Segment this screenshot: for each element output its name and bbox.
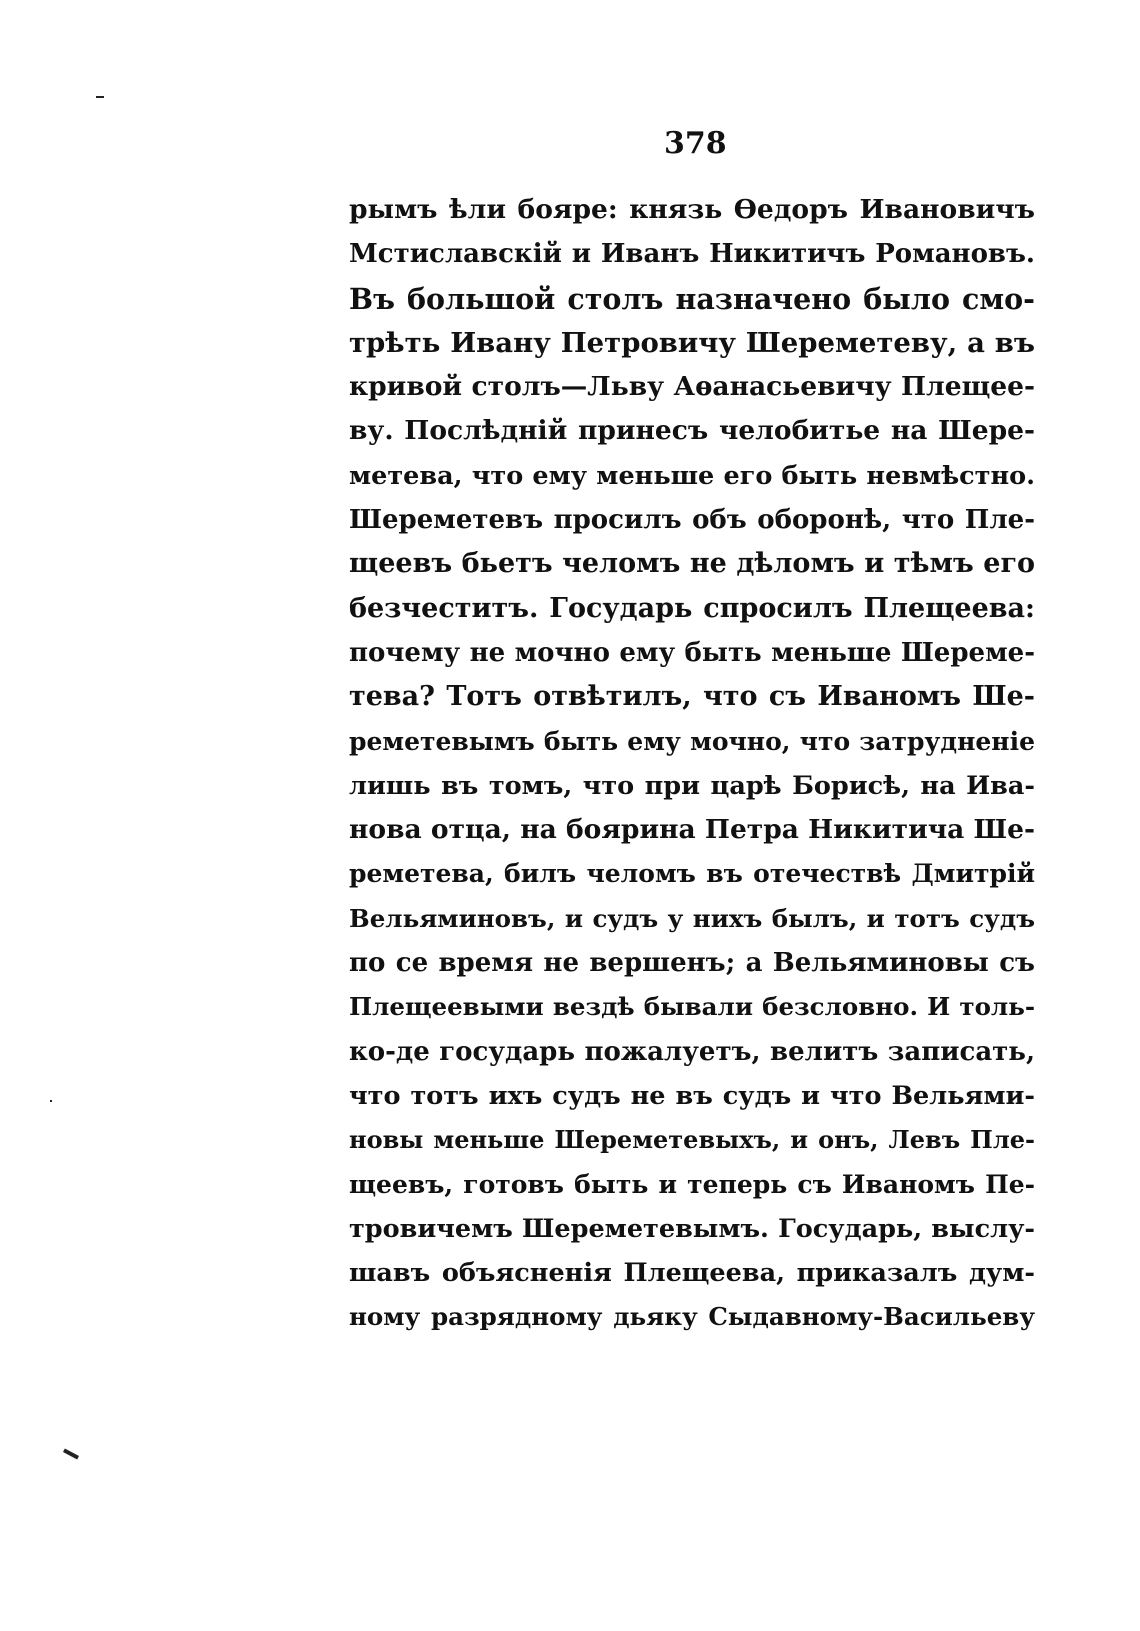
text-line: по се время не вершенъ; а Вельяминовы съ	[349, 948, 1035, 979]
text-line: нова отца, на боярина Петра Никитича Ше-	[349, 814, 1035, 846]
text-line: метева, что ему меньше его быть невмѣстно.	[349, 460, 1035, 491]
text-line: Плещеевыми вездѣ бывали безсловно. И толь-	[349, 992, 1035, 1022]
text-line: ному разрядному дьяку Сыдавному-Васильеву	[349, 1302, 1035, 1332]
text-line: тровичемъ Шереметевымъ. Государь, выслу-	[349, 1213, 1035, 1244]
text-line: шавъ объясненія Плещеева, приказалъ дум-	[349, 1258, 1035, 1289]
text-line: тева? Тотъ отвѣтилъ, что съ Иваномъ Ше-	[349, 681, 1035, 713]
text-line: щеевъ, готовъ быть и теперь съ Иваномъ Пе-	[349, 1169, 1035, 1199]
text-line: реметевымъ быть ему мочно, что затрудненіе	[349, 726, 1035, 756]
scan-speck	[63, 1448, 79, 1459]
text-line: реметева, билъ челомъ въ отечествѣ Дмитрій	[349, 859, 1035, 889]
text-line: Шереметевъ просилъ объ оборонѣ, что Пле-	[349, 505, 1035, 536]
text-line: Мстиславскій и Иванъ Никитичъ Романовъ.	[349, 239, 1035, 270]
text-line: Въ большой столъ назначено было смо-	[349, 281, 1035, 316]
scan-speck	[96, 96, 104, 98]
text-line: щеевъ бьетъ челомъ не дѣломъ и тѣмъ его	[349, 548, 1035, 580]
text-line: Вельяминовъ, и судъ у нихъ былъ, и тотъ судъ	[349, 903, 1035, 933]
text-line: ву. Послѣдній принесъ челобитье на Шере-	[349, 415, 1035, 447]
text-line: ко-де государь пожалуетъ, велитъ записать,	[349, 1036, 1035, 1067]
text-line: рымъ ѣли бояре: князь Ѳедоръ Ивановичъ	[349, 194, 1035, 225]
text-line: трѣть Ивану Петровичу Шереметеву, а въ	[349, 326, 1035, 359]
body-text	[349, 188, 1035, 1340]
scan-speck	[50, 1100, 52, 1102]
text-line: кривой столъ—Льву Аѳанасьевичу Плещее-	[349, 371, 1035, 403]
text-line: лишь въ томъ, что при царѣ Борисѣ, на Ива-	[349, 770, 1035, 801]
page-number: 378	[664, 126, 727, 161]
text-line: почему не мочно ему быть меньше Шереме-	[349, 637, 1035, 668]
text-line: новы меньше Шереметевыхъ, и онъ, Левъ Пле-	[349, 1125, 1035, 1155]
text-line: что тотъ ихъ судъ не въ судъ и что Вельями-	[349, 1080, 1035, 1111]
text-line: безчеститъ. Государь спросилъ Плещеева:	[349, 592, 1035, 624]
